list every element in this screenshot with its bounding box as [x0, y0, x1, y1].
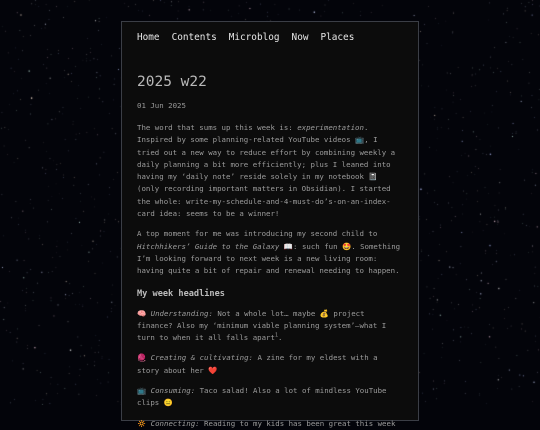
headline-label: Creating & cultivating: — [150, 353, 253, 363]
nav-microblog-link[interactable]: Microblog — [228, 32, 280, 43]
post-date: 01 Jun 2025 — [137, 101, 186, 110]
headline-creating — [137, 352, 403, 377]
intro-keyword: experimentation — [297, 123, 364, 132]
nav-home-link[interactable]: Home — [137, 32, 160, 43]
headline-text: Reading to my kids has been great this week — [199, 418, 396, 428]
second-text-end: 📖: such fun 🤩. Something I’m looking forward to next week is a new living room: having quite a bit of repair and renewal needing to happen. — [137, 241, 401, 276]
second-text-start: A top moment for me was introducing my second child to — [137, 229, 378, 239]
footnote-link[interactable]: 1 — [274, 332, 278, 339]
headline-consuming — [137, 385, 403, 410]
headline-text: Not a whole lot… maybe 💰 project finance? Also my ‘minimum viable planning system’–what I turn to when it all falls apart — [137, 308, 387, 343]
headline-label: Understanding: — [150, 308, 213, 318]
headline-label: Consuming: — [150, 386, 196, 396]
nav-now-link[interactable]: Now — [291, 32, 309, 43]
nav-places-link[interactable]: Places — [320, 32, 355, 43]
headline-text: A zine for my eldest with a story about her ❤️ — [137, 353, 378, 375]
intro-text-start: The word that sums up this week is: — [137, 123, 298, 132]
headlines-heading: My week headlines — [137, 288, 225, 299]
sun-icon: 🔅 — [137, 418, 147, 428]
brain-icon: 🧠 — [137, 308, 147, 318]
second-paragraph — [137, 228, 403, 277]
content-card — [121, 21, 419, 428]
book-title: Hitchhikers’ Guide to the Galaxy — [137, 241, 280, 251]
tv-icon: 📺 — [137, 386, 147, 396]
nav-contents-link[interactable]: Contents — [171, 32, 217, 43]
top-nav — [137, 28, 403, 48]
headline-tail: . — [277, 333, 283, 343]
headline-text: Taco salad! Also a lot of mindless YouTube clips 😑 — [137, 386, 387, 408]
intro-text-end: . Inspired by some planning-related YouTube videos 📺, I tried out a new way to reduce effort by combining weekly a daily planning a bit more efficiently; plus I leaned into having my ‘daily note’ reside solely in my notebook 📓 (only recording important matters in Obsidian). I started the whole: write-my-schedule-and-4-must-do’s-on-an-index-card idea: seems to be a winner! — [137, 123, 396, 219]
headline-label: Connecting: — [150, 418, 200, 428]
headline-connecting — [137, 418, 403, 430]
yarn-icon: 🧶 — [137, 353, 147, 363]
intro-paragraph — [137, 122, 403, 220]
headline-understanding — [137, 308, 403, 345]
post-title: 2025 w22 — [137, 74, 207, 90]
